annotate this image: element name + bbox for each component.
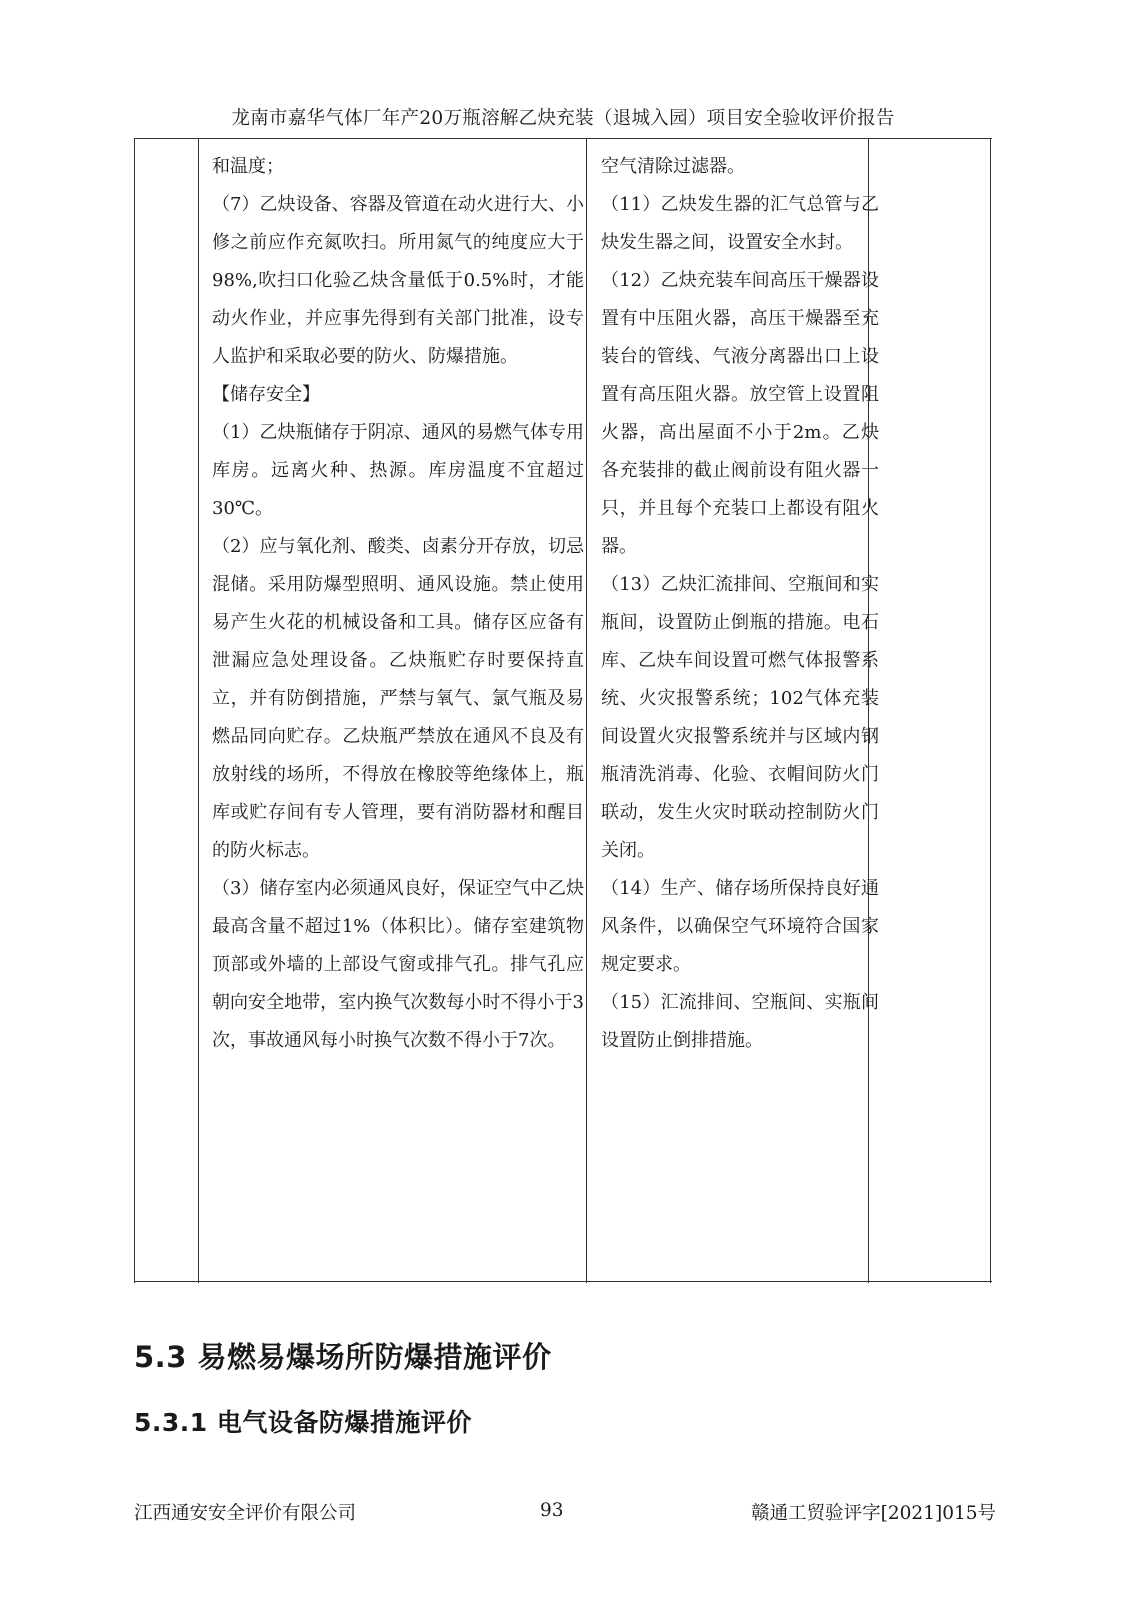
table-border-col1 xyxy=(198,138,199,1283)
footer-page-number: 93 xyxy=(540,1500,564,1521)
table-border-right xyxy=(990,138,991,1283)
requirement-paragraph: （1）乙炔瓶储存于阴凉、通风的易燃气体专用库房。远离火种、热源。库房温度不宜超过30℃。 xyxy=(212,422,584,519)
status-paragraph: （14）生产、储存场所保持良好通风条件，以确保空气环境符合国家规定要求。 xyxy=(601,878,879,975)
section-heading: 5.3 易燃易爆场所防爆措施评价 xyxy=(134,1340,552,1374)
requirement-heading: 【储存安全】 xyxy=(212,384,320,405)
requirement-paragraph: （2）应与氧化剂、酸类、卤素分开存放，切忌混储。采用防爆型照明、通风设施。禁止使用易产生火花的机械设备和工具。储存区应备有泄漏应急处理设备。乙炔瓶贮存时要保持直立，并有防倒措施，严禁与氧气、氯气瓶及易燃品同向贮存。乙炔瓶严禁放在通风不良及有放射线的场所，不得放在橡胶等绝缘体上，瓶库或贮存间有专人管理，要有消防器材和醒目的防火标志。 xyxy=(212,536,584,861)
actual-status-column xyxy=(601,148,879,1060)
table-border-left xyxy=(134,138,135,1283)
table-border-col2 xyxy=(586,138,587,1283)
status-paragraph: （12）乙炔充装车间高压干燥器设置有中压阻火器，高压干燥器至充装台的管线、气液分离器出口上设置有高压阻火器。放空管上设置阻火器，高出屋面不小于2m。乙炔各充装排的截止阀前设有阻火器一只，并且每个充装口上都设有阻火器。 xyxy=(601,270,879,557)
requirement-paragraph: （7）乙炔设备、容器及管道在动火进行大、小修之前应作充氮吹扫。所用氮气的纯度应大于98%,吹扫口化验乙炔含量低于0.5%时，才能动火作业，并应事先得到有关部门批准，设专人监护和采取必要的防火、防爆措施。 xyxy=(212,194,584,367)
status-paragraph: （11）乙炔发生器的汇气总管与乙炔发生器之间，设置安全水封。 xyxy=(601,194,879,253)
subsection-heading: 5.3.1 电气设备防爆措施评价 xyxy=(134,1408,472,1437)
status-paragraph: （15）汇流排间、空瓶间、实瓶间设置防止倒排措施。 xyxy=(601,992,879,1051)
table-border-bottom xyxy=(134,1281,992,1282)
page-header-title: 龙南市嘉华气体厂年产20万瓶溶解乙炔充装（退城入园）项目安全验收评价报告 xyxy=(231,108,895,129)
requirement-paragraph: 和温度； xyxy=(212,156,284,177)
status-paragraph: （13）乙炔汇流排间、空瓶间和实瓶间，设置防止倒瓶的措施。电石库、乙炔车间设置可燃气体报警系统、火灾报警系统；102气体充装间设置火灾报警系统并与区域内钢瓶清洗消毒、化验、衣帽间防火门联动，发生火灾时联动控制防火门关闭。 xyxy=(601,574,879,861)
footer-company: 江西通安安全评价有限公司 xyxy=(134,1503,357,1524)
requirement-paragraph: （3）储存室内必须通风良好，保证空气中乙炔最高含量不超过1%（体积比）。储存室建筑物顶部或外墙的上部设气窗或排气孔。排气孔应朝向安全地带，室内换气次数每小时不得小于3次，事故通风每小时换气次数不得小于7次。 xyxy=(212,878,584,1051)
footer-doc-number: 赣通工贸验评字[2021]015号 xyxy=(751,1503,996,1524)
evaluation-table xyxy=(134,138,992,1283)
requirements-column xyxy=(212,148,584,1060)
status-paragraph: 空气清除过滤器。 xyxy=(601,156,745,177)
